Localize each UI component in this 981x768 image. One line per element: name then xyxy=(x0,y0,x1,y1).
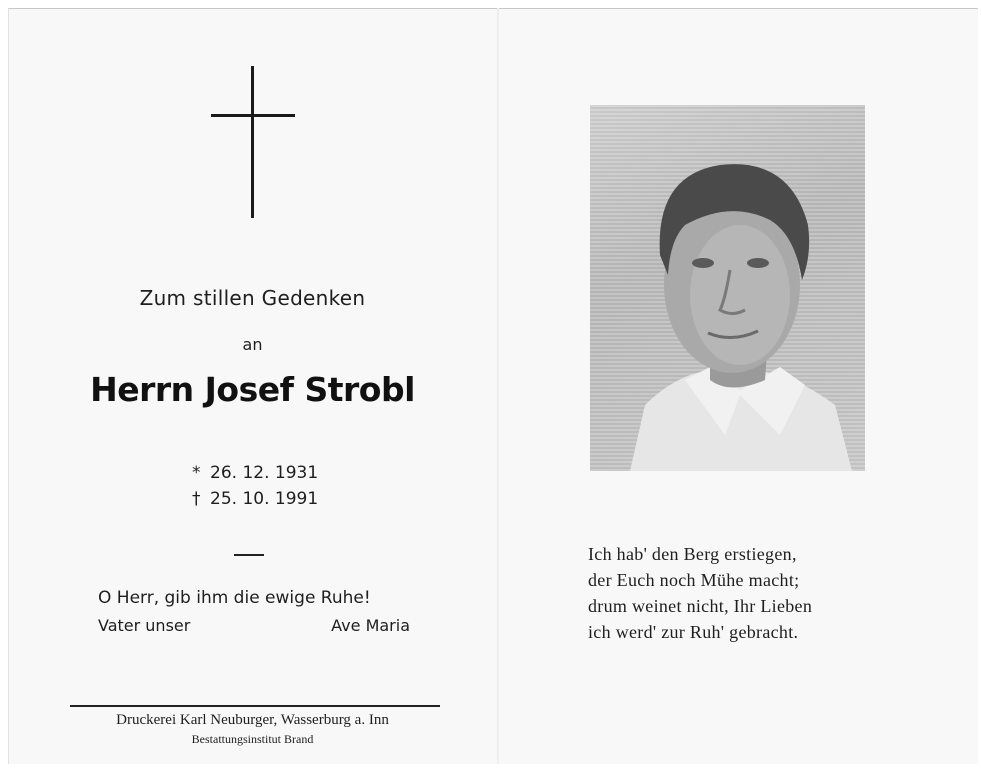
birth-date-row xyxy=(192,460,318,486)
birth-symbol: * xyxy=(192,463,201,483)
death-date: 25. 10. 1991 xyxy=(210,489,319,509)
death-date-row xyxy=(192,486,318,512)
an-line: an xyxy=(242,335,263,354)
dates xyxy=(192,460,318,512)
right-panel xyxy=(499,8,978,764)
funeral-home-credit: Bestattungsinstitut Brand xyxy=(191,732,314,746)
divider-dash xyxy=(234,554,264,556)
verse-line: ich werd' zur Ruh' gebracht. xyxy=(588,622,799,642)
verse xyxy=(588,541,812,645)
cross-icon xyxy=(211,66,295,218)
verse-line: drum weinet nicht, Ihr Lieben xyxy=(588,596,813,616)
memorial-line: Zum stillen Gedenken xyxy=(139,286,366,310)
portrait-photo xyxy=(590,105,865,471)
deceased-name: Herrn Josef Strobl xyxy=(90,370,415,409)
ave-maria: Ave Maria xyxy=(331,616,410,635)
prayer-line: O Herr, gib ihm die ewige Ruhe! xyxy=(98,588,371,608)
footer-rule xyxy=(70,705,440,707)
birth-date: 26. 12. 1931 xyxy=(210,463,319,483)
verse-line: Ich hab' den Berg erstiegen, xyxy=(588,544,797,564)
left-panel xyxy=(8,8,497,764)
printer-credit: Druckerei Karl Neuburger, Wasserburg a. Inn xyxy=(116,712,389,728)
death-symbol: † xyxy=(192,489,201,509)
verse-line: der Euch noch Mühe macht; xyxy=(588,570,800,590)
vater-unser: Vater unser xyxy=(98,616,191,635)
